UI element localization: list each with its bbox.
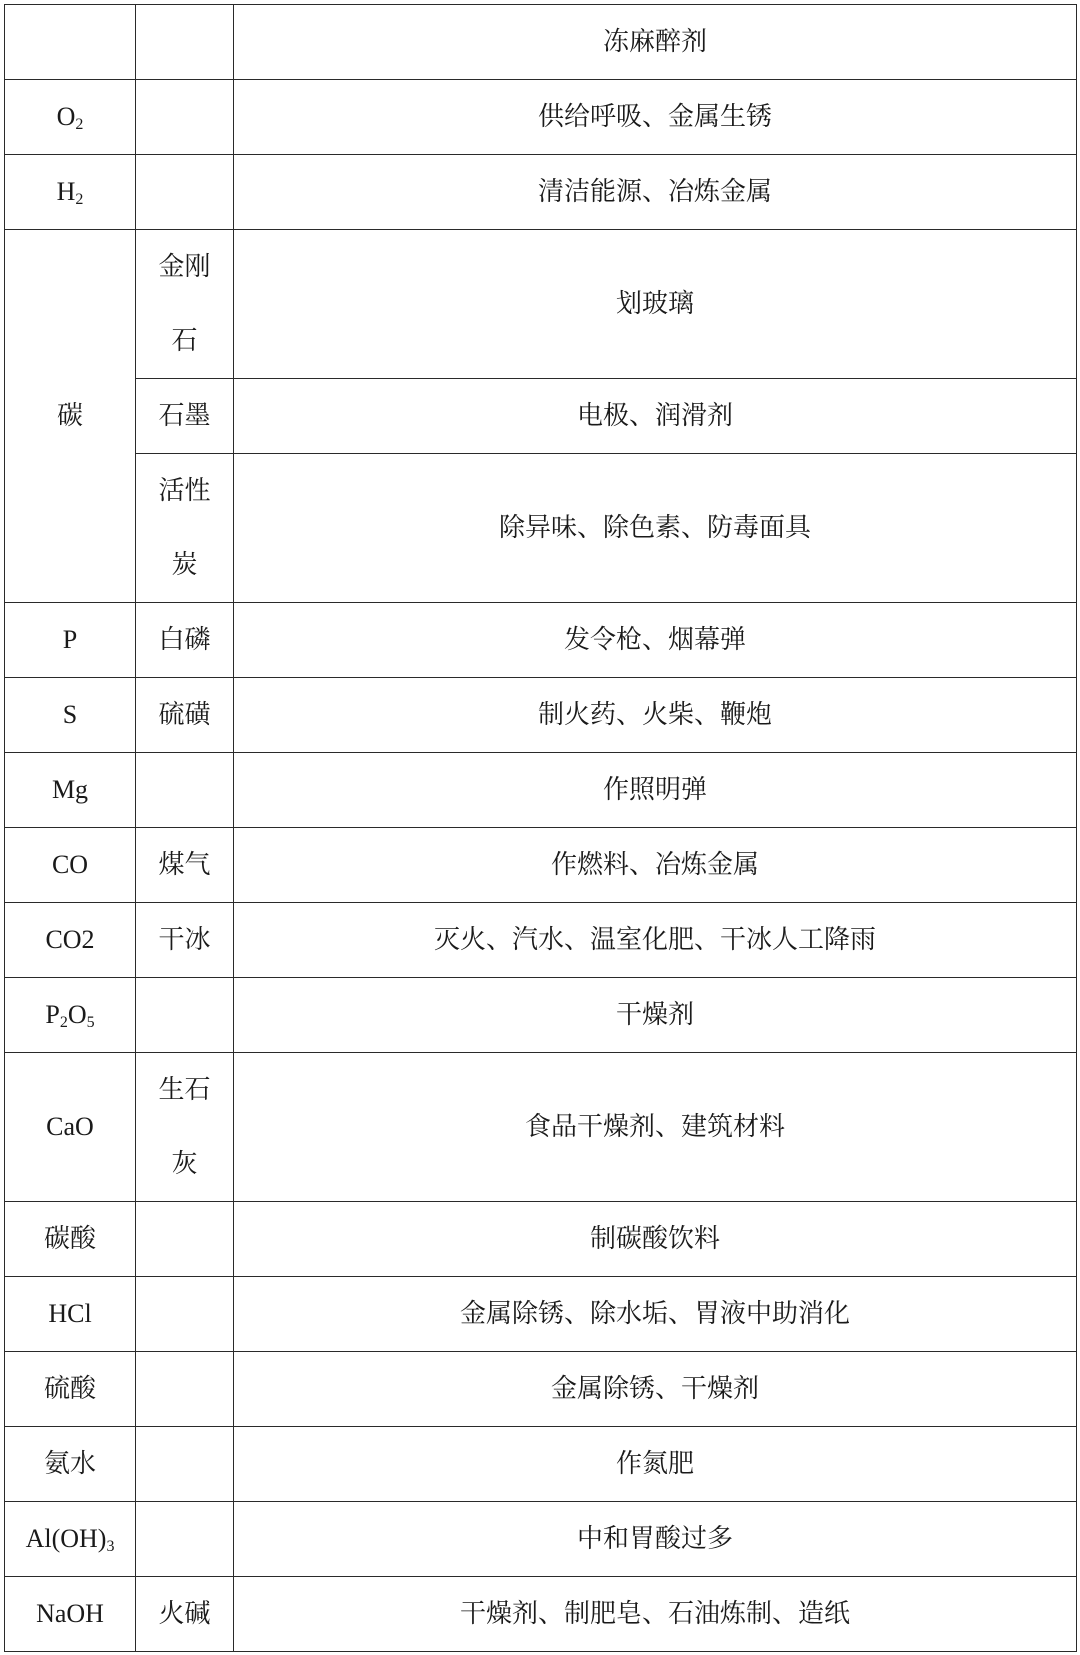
use-cell: 作照明弹	[234, 753, 1077, 828]
formula-main: P	[45, 1000, 60, 1029]
table-row	[5, 1202, 1077, 1277]
use-cell: 供给呼吸、金属生锈	[234, 80, 1077, 155]
table-row	[5, 978, 1077, 1053]
table-row	[5, 1577, 1077, 1652]
substance-uses-table	[4, 4, 1077, 1652]
alias-cell	[136, 155, 234, 230]
alias-text: 生石灰	[158, 1075, 211, 1179]
formula-subscript: 3	[106, 1538, 115, 1555]
use-cell: 划玻璃	[234, 230, 1077, 379]
table-row	[5, 230, 1077, 379]
formula-main: O	[56, 102, 76, 131]
use-cell: 干燥剂、制肥皂、石油炼制、造纸	[234, 1577, 1077, 1652]
substance-cell	[5, 978, 136, 1053]
alias-cell	[136, 1053, 234, 1202]
substance-cell: 硫酸	[5, 1352, 136, 1427]
alias-cell	[136, 1502, 234, 1577]
substance-cell: S	[5, 678, 136, 753]
substance-cell-carbon: 碳	[5, 230, 136, 603]
use-cell: 灭火、汽水、温室化肥、干冰人工降雨	[234, 903, 1077, 978]
use-cell: 金属除锈、干燥剂	[234, 1352, 1077, 1427]
alias-cell	[136, 454, 234, 603]
table-row	[5, 1427, 1077, 1502]
alias-cell	[136, 1427, 234, 1502]
substance-cell	[5, 80, 136, 155]
formula-main: H	[56, 177, 76, 206]
table-row	[5, 678, 1077, 753]
table-row	[5, 1502, 1077, 1577]
use-cell: 中和胃酸过多	[234, 1502, 1077, 1577]
alias-text: 金刚石	[158, 252, 211, 356]
table-row	[5, 454, 1077, 603]
alias-cell	[136, 1277, 234, 1352]
table-row	[5, 828, 1077, 903]
alias-cell: 白磷	[136, 603, 234, 678]
formula-subscript: 2	[59, 1014, 68, 1031]
substance-cell: CO2	[5, 903, 136, 978]
table-row	[5, 1053, 1077, 1202]
table-row	[5, 379, 1077, 454]
substance-cell: 氨水	[5, 1427, 136, 1502]
table-row	[5, 603, 1077, 678]
substance-cell: P	[5, 603, 136, 678]
table-row	[5, 5, 1077, 80]
table-row	[5, 80, 1077, 155]
substance-cell: CaO	[5, 1053, 136, 1202]
alias-text: 活性炭	[158, 476, 211, 580]
use-cell: 清洁能源、冶炼金属	[234, 155, 1077, 230]
table-row	[5, 1277, 1077, 1352]
alias-cell	[136, 1202, 234, 1277]
use-cell: 食品干燥剂、建筑材料	[234, 1053, 1077, 1202]
formula-main: O	[67, 1000, 87, 1029]
use-cell: 制火药、火柴、鞭炮	[234, 678, 1077, 753]
table-row	[5, 903, 1077, 978]
alias-cell: 硫磺	[136, 678, 234, 753]
alias-cell	[136, 5, 234, 80]
formula-subscript: 2	[75, 191, 84, 208]
use-cell: 干燥剂	[234, 978, 1077, 1053]
use-cell: 金属除锈、除水垢、胃液中助消化	[234, 1277, 1077, 1352]
substance-cell: Mg	[5, 753, 136, 828]
formula-subscript: 5	[86, 1014, 95, 1031]
substance-cell	[5, 1502, 136, 1577]
substance-cell: NaOH	[5, 1577, 136, 1652]
alias-cell: 干冰	[136, 903, 234, 978]
use-cell: 作氮肥	[234, 1427, 1077, 1502]
alias-cell	[136, 80, 234, 155]
substance-cell	[5, 155, 136, 230]
use-cell: 制碳酸饮料	[234, 1202, 1077, 1277]
formula-subscript: 2	[75, 116, 84, 133]
table-row	[5, 1352, 1077, 1427]
formula-main: Al(OH)	[25, 1524, 107, 1553]
substance-cell: CO	[5, 828, 136, 903]
alias-cell	[136, 978, 234, 1053]
substance-cell: HCl	[5, 1277, 136, 1352]
table-row	[5, 155, 1077, 230]
use-cell: 作燃料、冶炼金属	[234, 828, 1077, 903]
table-row	[5, 753, 1077, 828]
alias-cell: 石墨	[136, 379, 234, 454]
alias-cell	[136, 1352, 234, 1427]
use-cell: 发令枪、烟幕弹	[234, 603, 1077, 678]
use-cell: 除异味、除色素、防毒面具	[234, 454, 1077, 603]
use-cell: 冻麻醉剂	[234, 5, 1077, 80]
alias-cell: 煤气	[136, 828, 234, 903]
alias-cell: 火碱	[136, 1577, 234, 1652]
use-cell: 电极、润滑剂	[234, 379, 1077, 454]
alias-cell	[136, 753, 234, 828]
substance-cell	[5, 5, 136, 80]
alias-cell	[136, 230, 234, 379]
substance-cell: 碳酸	[5, 1202, 136, 1277]
